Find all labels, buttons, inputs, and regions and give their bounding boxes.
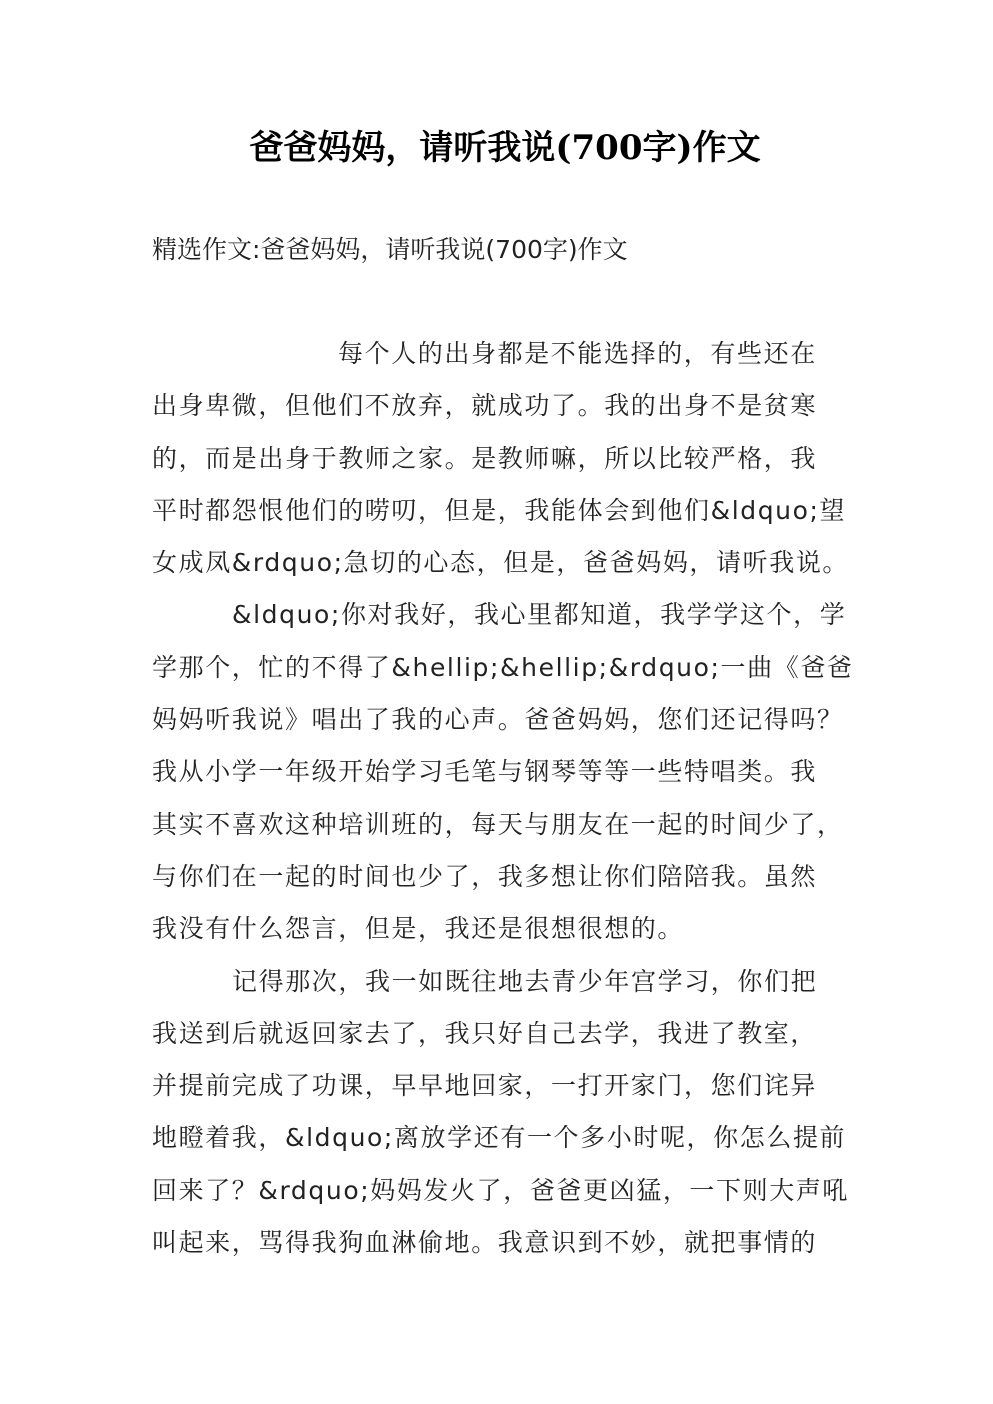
- paragraph-line: 每个人的出身都是不能选择的，有些还在: [338, 339, 817, 368]
- paragraph-line: 其实不喜欢这种培训班的，每天与朋友在一起的时间少了，: [152, 809, 844, 839]
- paragraph-line: 平时都怨恨他们的唠叨，但是，我能体会到他们&ldquo;望: [152, 495, 847, 525]
- paragraph-line: 我从小学一年级开始学习毛笔与钢琴等等一些特唱类。我: [152, 757, 818, 787]
- paragraph-line: 叫起来，骂得我狗血淋偷地。我意识到不妙，就把事情的: [152, 1228, 818, 1258]
- paragraph-line: 记得那次，我一如既往地去青少年宫学习，你们把: [232, 966, 818, 996]
- paragraph-line: 我送到后就返回家去了，我只好自己去学，我进了教室，: [152, 1018, 818, 1048]
- paragraph-line: 出身卑微，但他们不放弃，就成功了。我的出身不是贫寒: [152, 391, 818, 421]
- essay-body: [152, 334, 854, 1275]
- paragraph-line: 妈妈听我说》唱出了我的心声。爸爸妈妈，您们还记得吗？: [152, 705, 844, 735]
- paragraph-line: 地瞪着我，&ldquo;离放学还有一个多小时呢，你怎么提前: [152, 1123, 847, 1153]
- paragraph-line: 的，而是出身于教师之家。是教师嘛，所以比较严格，我: [152, 443, 818, 473]
- paragraph-line: 学那个，忙的不得了&hellip;&hellip;&rdquo;一曲《爸爸: [152, 652, 854, 682]
- document-title: 爸爸妈妈，请听我说(700字)作文: [249, 128, 761, 168]
- paragraph-line: 回来了？&rdquo;妈妈发火了，爸爸更凶猛，一下则大声吼: [152, 1175, 850, 1205]
- paragraph-line: &ldquo;你对我好，我心里都知道，我学学这个，学: [232, 600, 847, 630]
- paragraph-line: 女成凤&rdquo;急切的心态，但是，爸爸妈妈，请听我说。: [152, 548, 850, 578]
- document-subtitle: 精选作文:爸爸妈妈，请听我说(700字)作文: [152, 235, 628, 264]
- paragraph-line: 并提前完成了功课，早早地回家，一打开家门，您们诧异: [152, 1071, 818, 1101]
- paragraph-line: 与你们在一起的时间也少了，我多想让你们陪陪我。虽然: [152, 861, 818, 891]
- paragraph-line: 我没有什么怨言，但是，我还是很想很想的。: [152, 914, 685, 944]
